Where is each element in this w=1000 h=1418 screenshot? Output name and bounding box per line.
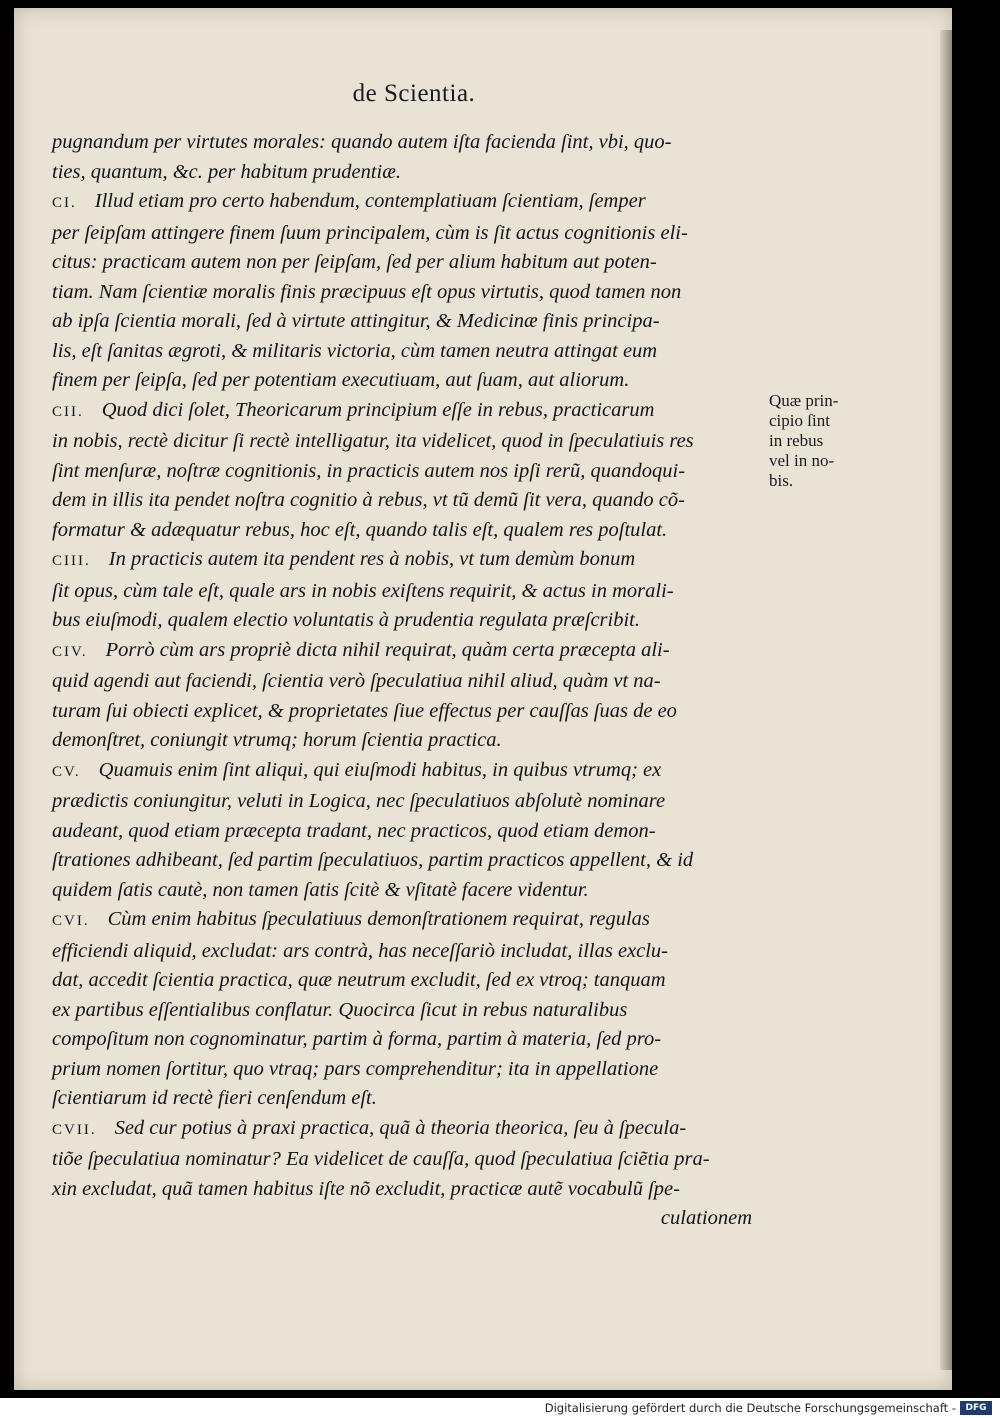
line-text: citus: practicam autem non per ſeipſam, ſed per alium habitum aut poten- [52, 251, 657, 273]
line-text: pugnandum per virtutes morales: quando autem iſta facienda ſint, vbi, quo- [52, 131, 672, 153]
line-text: Quod dici ſolet, Theoricarum principium eſſe in rebus, practicarum [101, 398, 655, 421]
text-line [52, 937, 752, 967]
line-text: ſcientiarum id rectè fieri cenſendum eſt. [52, 1087, 377, 1109]
line-text: Quamuis enim ſint aliqui, qui eiuſmodi habitus, in quibus vtrumq; ex [98, 758, 662, 781]
line-text: ſit opus, cùm tale eſt, quale ars in nobis exiſtens requirit, & actus in morali- [52, 579, 674, 602]
margin-note-line: in rebus [769, 431, 824, 450]
line-text: finem per ſeipſa, ſed per potentiam executiuam, aut ſuam, aut aliorum. [52, 369, 630, 391]
line-text: bus eiuſmodi, qualem electio voluntatis à prudentia regulata præſcribit. [52, 609, 640, 631]
text-line [52, 337, 752, 367]
line-text: Porrò cùm ars propriè dicta nihil requirat, quàm certa præcepta ali- [105, 638, 670, 661]
text-line [52, 366, 752, 396]
line-text: tiõe ſpeculatiua nominatur? Ea videlicet de cauſſa, quod ſpeculatiua ſciẽtia pra- [52, 1148, 710, 1170]
text-line [52, 396, 752, 428]
running-header: de Scientia. [352, 80, 476, 107]
line-text: quid agendi aut faciendi, ſcientia verò ſpeculatiua nihil aliud, quàm vt na- [52, 670, 661, 692]
text-line [52, 606, 752, 636]
line-text: Cùm enim habitus ſpeculatiuus demonſtrationem requirat, regulas [107, 908, 650, 930]
line-text: xin excludat, quã tamen habitus iſte nõ excludit, practicæ autẽ vocabulũ ſpe- [52, 1177, 680, 1200]
line-text: prium nomen ſortitur, quo vtraq; pars comprehenditur; ita in appellatione [52, 1057, 659, 1080]
paragraph-number: CVI. [52, 913, 90, 929]
margin-note-line: cipio ſint [769, 411, 830, 430]
margin-note-line: bis. [769, 471, 794, 490]
paragraph-number: CII. [52, 403, 84, 420]
dfg-logo-icon: DFG [960, 1401, 992, 1415]
text-line [52, 1055, 752, 1085]
text-line [52, 486, 752, 516]
text-line [52, 516, 752, 546]
line-text: lis, eſt ſanitas ægroti, & militaris victoria, cùm tamen neutra attingat eum [52, 339, 658, 362]
text-line [52, 128, 752, 158]
text-line [52, 307, 752, 337]
text-line [52, 1084, 752, 1114]
line-text: ab ipſa ſcientia morali, ſed à virtute attingitur, & Medicinæ finis principa- [52, 310, 660, 332]
paragraph-number: CVII. [52, 1121, 97, 1138]
text-line [52, 996, 752, 1026]
line-text: ſint menſuræ, noſtræ cognitionis, in practicis autem nos ipſi rerũ, quandoqui- [52, 459, 686, 482]
margin-note [769, 391, 889, 491]
paragraph-number: CIII. [52, 553, 91, 569]
text-line [52, 248, 752, 278]
line-text: ex partibus eſſentialibus conflatur. Quocirca ſicut in rebus naturalibus [52, 998, 628, 1021]
paragraph-number: CV. [52, 763, 81, 780]
line-text: Sed cur potius à praxi practica, quã à theoria theorica, ſeu à ſpecula- [114, 1116, 687, 1139]
funding-credit: Digitalisierung gefördert durch die Deutsche Forschungsgemeinschaft - [544, 1401, 956, 1415]
line-text: In practicis autem ita pendent res à nobis, vt tum demùm bonum [108, 548, 636, 570]
text-line [52, 667, 752, 697]
text-line [52, 278, 752, 308]
line-text: Illud etiam pro certo habendum, contemplatiuam ſcientiam, ſemper [94, 190, 646, 212]
line-text: demonſtret, coniungit vtrumq; horum ſcientia practica. [52, 729, 502, 751]
text-line [52, 876, 752, 906]
text-line [52, 1204, 752, 1234]
text-line [52, 726, 752, 756]
main-text-block [52, 128, 752, 1234]
text-line [52, 905, 752, 937]
line-text: dat, accedit ſcientia practica, quæ neutrum excludit, ſed ex vtroq; tanquam [52, 969, 666, 991]
page-edge [940, 30, 952, 1370]
text-line [52, 817, 752, 847]
text-line [52, 577, 752, 607]
text-line [52, 1175, 752, 1205]
text-line [52, 1025, 752, 1055]
line-text: per ſeipſam attingere finem ſuum principalem, cùm is ſit actus cognitionis eli- [52, 221, 688, 244]
text-line [52, 457, 752, 487]
margin-note-line: Quæ prin- [769, 391, 839, 410]
line-text: ſtrationes adhibeant, ſed partim ſpeculatiuos, partim practicos appellent, & id [52, 849, 694, 871]
text-line [52, 158, 752, 188]
line-text: prædictis coniungitur, veluti in Logica, nec ſpeculatiuos abſolutè nominare [52, 790, 666, 812]
line-text: dem in illis ita pendet noſtra cognitio à rebus, vt tũ demũ ſit vera, quando cõ- [52, 489, 685, 511]
text-line [52, 846, 752, 876]
line-text: compoſitum non cognominatur, partim à forma, partim à materia, ſed pro- [52, 1028, 662, 1050]
line-text: quidem ſatis cautè, non tamen ſatis ſcitè & vſitatè facere videntur. [52, 878, 589, 901]
margin-note-line: vel in no- [769, 451, 835, 470]
book-page [14, 8, 952, 1390]
text-line [52, 756, 752, 788]
paragraph-number: CI. [52, 195, 77, 211]
text-line [52, 1114, 752, 1146]
line-text: ties, quantum, &c. per habitum prudentiæ. [52, 160, 402, 183]
text-line [52, 427, 752, 457]
line-text: turam ſui obiecti explicet, & proprietates ſiue effectus per cauſſas ſuas de eo [52, 699, 677, 722]
footer-bar [0, 1398, 1000, 1418]
text-line [52, 636, 752, 668]
text-line [52, 966, 752, 996]
line-text: culationem [660, 1207, 752, 1229]
text-line [52, 545, 752, 577]
text-line [52, 787, 752, 817]
text-line [52, 1145, 752, 1175]
text-line [52, 697, 752, 727]
paragraph-number: CIV. [52, 643, 88, 660]
text-line [52, 187, 752, 219]
line-text: tiam. Nam ſcientiæ moralis finis præcipuus eſt opus virtutis, quod tamen non [52, 280, 682, 303]
line-text: efficiendi aliquid, excludat: ars contrà, has neceſſariò includat, illas exclu- [52, 939, 669, 962]
line-text: audeant, quod etiam præcepta tradant, nec practicos, quod etiam demon- [52, 819, 656, 842]
line-text: formatur & adæquatur rebus, hoc eſt, quando talis eſt, qualem res poſtulat. [52, 518, 668, 541]
line-text: in nobis, rectè dicitur ſi rectè intelligatur, ita videlicet, quod in ſpeculatiuis res [52, 430, 694, 452]
text-line [52, 219, 752, 249]
